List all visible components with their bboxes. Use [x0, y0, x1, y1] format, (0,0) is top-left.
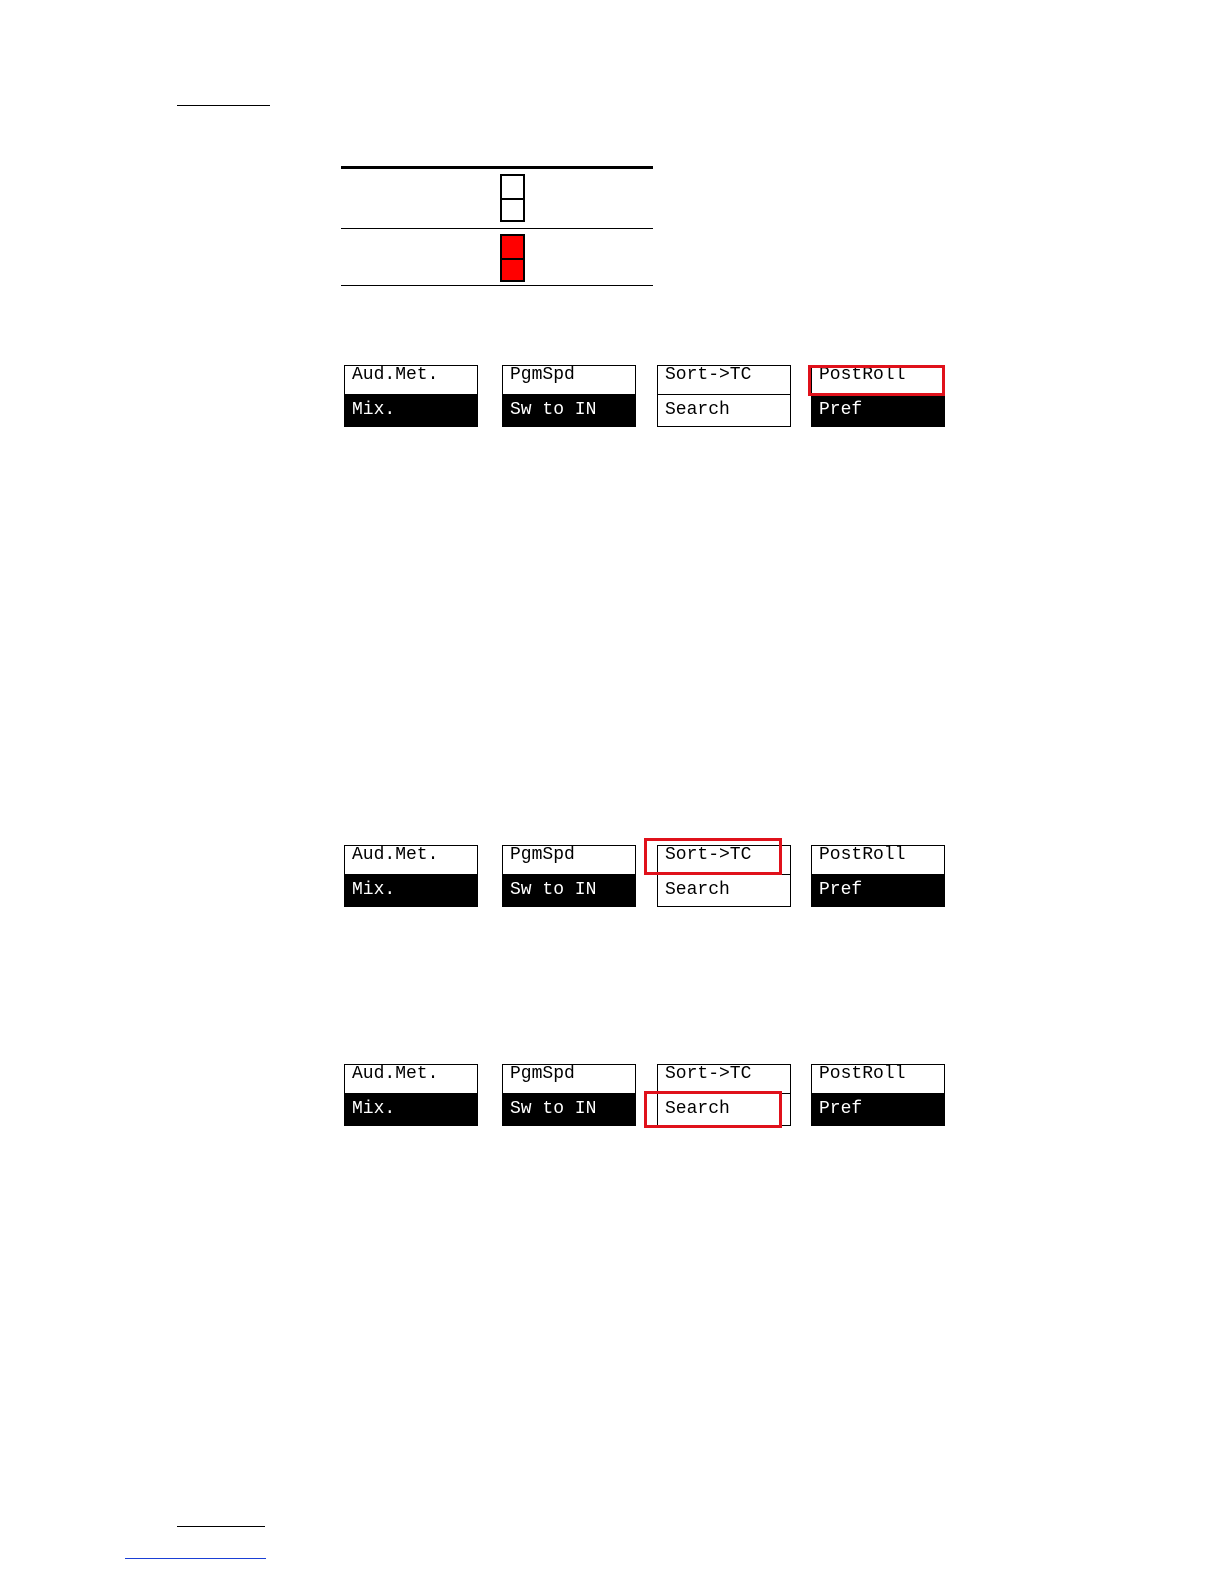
- softkey-bottom-label[interactable]: Pref: [811, 394, 945, 427]
- softkey-top-label[interactable]: Sort->TC: [657, 365, 791, 395]
- softkey-bottom-label[interactable]: Search: [657, 394, 791, 427]
- softkey[interactable]: [657, 365, 791, 427]
- footer-rule: [177, 1526, 265, 1527]
- footer-link-rule: [125, 1558, 266, 1559]
- softkey-top-label[interactable]: Aud.Met.: [344, 845, 478, 875]
- softkey[interactable]: [344, 845, 478, 907]
- softkey[interactable]: [657, 845, 791, 907]
- led-on-icon: [500, 234, 525, 282]
- softkey[interactable]: [811, 845, 945, 907]
- softkey[interactable]: [811, 1064, 945, 1126]
- softkey[interactable]: [344, 1064, 478, 1126]
- softkey[interactable]: [502, 1064, 636, 1126]
- softkey-top-label[interactable]: PgmSpd: [502, 365, 636, 395]
- header-rule: [177, 105, 270, 106]
- softkey-panel-1: [344, 365, 946, 427]
- softkey-bottom-label[interactable]: Pref: [811, 874, 945, 907]
- softkey-top-label[interactable]: Aud.Met.: [344, 1064, 478, 1094]
- softkey-top-label[interactable]: Sort->TC: [657, 1064, 791, 1094]
- softkey-bottom-label[interactable]: Search: [657, 1093, 791, 1126]
- softkey-top-label[interactable]: Aud.Met.: [344, 365, 478, 395]
- softkey-bottom-label[interactable]: Sw to IN: [502, 1093, 636, 1126]
- table-row-rule: [341, 228, 653, 229]
- softkey[interactable]: [344, 365, 478, 427]
- softkey-panel-3: [344, 1064, 946, 1126]
- softkey-bottom-label[interactable]: Mix.: [344, 1093, 478, 1126]
- softkey-top-label[interactable]: PgmSpd: [502, 1064, 636, 1094]
- softkey-bottom-label[interactable]: Search: [657, 874, 791, 907]
- softkey[interactable]: [502, 845, 636, 907]
- softkey-top-label[interactable]: PostRoll: [811, 365, 945, 395]
- softkey-panel-2: [344, 845, 946, 907]
- softkey-bottom-label[interactable]: Mix.: [344, 874, 478, 907]
- softkey-top-label[interactable]: Sort->TC: [657, 845, 791, 875]
- softkey[interactable]: [811, 365, 945, 427]
- table-bottom-rule: [341, 285, 653, 286]
- led-off-icon: [500, 174, 525, 222]
- softkey-top-label[interactable]: PostRoll: [811, 1064, 945, 1094]
- table-top-rule: [341, 166, 653, 169]
- softkey-top-label[interactable]: PostRoll: [811, 845, 945, 875]
- softkey-top-label[interactable]: PgmSpd: [502, 845, 636, 875]
- softkey[interactable]: [657, 1064, 791, 1126]
- softkey[interactable]: [502, 365, 636, 427]
- softkey-bottom-label[interactable]: Sw to IN: [502, 394, 636, 427]
- softkey-bottom-label[interactable]: Sw to IN: [502, 874, 636, 907]
- softkey-bottom-label[interactable]: Mix.: [344, 394, 478, 427]
- softkey-bottom-label[interactable]: Pref: [811, 1093, 945, 1126]
